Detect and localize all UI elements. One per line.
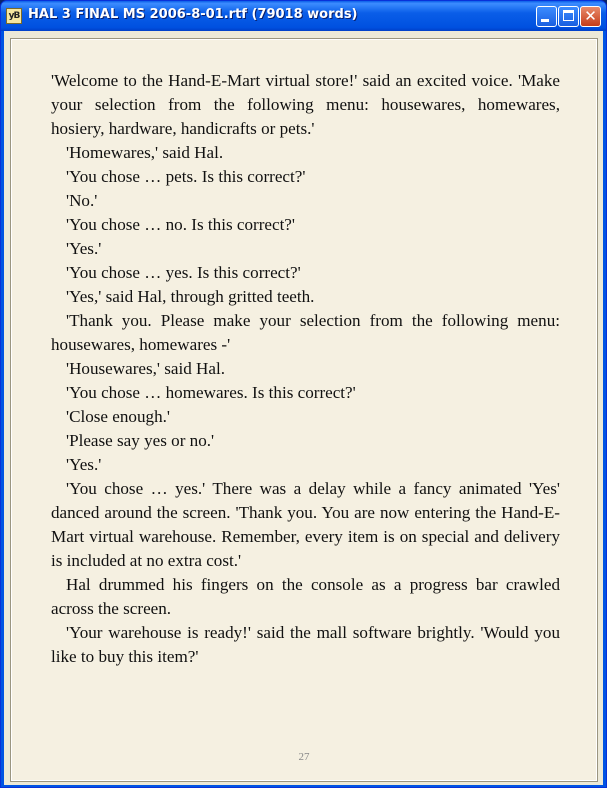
paragraph: 'Housewares,' said Hal. — [66, 359, 226, 378]
app-icon[interactable]: yB — [6, 8, 22, 24]
page-number: 27 — [298, 751, 310, 763]
window-title: HAL 3 FINAL MS 2006-8-01.rtf (79018 words) — [28, 7, 358, 22]
paragraph: 'You chose … yes.' There was a delay while a fancy animated 'Yes' danced around the screen. 'Thank you. You are now entering the Hand-E-Mart virtual warehouse. Remember, every item is on special and delivery is included at no extra cost.' — [51, 479, 560, 570]
minimize-button[interactable] — [536, 6, 557, 27]
document-page[interactable] — [10, 38, 598, 782]
maximize-icon — [563, 10, 574, 21]
title-bar[interactable] — [1, 1, 606, 31]
paragraph: 'You chose … pets. Is this correct?' — [66, 167, 306, 186]
close-icon: ✕ — [584, 7, 597, 25]
paragraph: 'You chose … no. Is this correct?' — [66, 215, 295, 234]
paragraph: 'You chose … yes. Is this correct?' — [66, 263, 301, 282]
paragraph: 'Thank you. Please make your selection from the following menu: housewares, homewares -' — [51, 311, 560, 354]
paragraph: 'Yes.' — [66, 239, 102, 258]
paragraph: 'Welcome to the Hand-E-Mart virtual store!' said an excited voice. 'Make your selection from the following menu: housewares, homewares, hosiery, hardware, handicrafts or pets.' — [51, 71, 560, 138]
close-button[interactable] — [580, 6, 601, 27]
paragraph: Hal drummed his fingers on the console as a progress bar crawled across the screen. — [51, 575, 560, 618]
paragraph: 'Please say yes or no.' — [66, 431, 215, 450]
paragraph: 'Homewares,' said Hal. — [66, 143, 224, 162]
paragraph: 'No.' — [66, 191, 98, 210]
paragraph: 'Your warehouse is ready!' said the mall software brightly. 'Would you like to buy this item?' — [51, 623, 560, 666]
window-frame — [4, 31, 603, 785]
paragraph: 'Yes,' said Hal, through gritted teeth. — [66, 287, 315, 306]
paragraph: 'Yes.' — [66, 455, 102, 474]
minimize-icon — [541, 19, 549, 22]
document-body — [51, 69, 560, 669]
maximize-button[interactable] — [558, 6, 579, 27]
paragraph: 'You chose … homewares. Is this correct?' — [66, 383, 356, 402]
paragraph: 'Close enough.' — [66, 407, 170, 426]
